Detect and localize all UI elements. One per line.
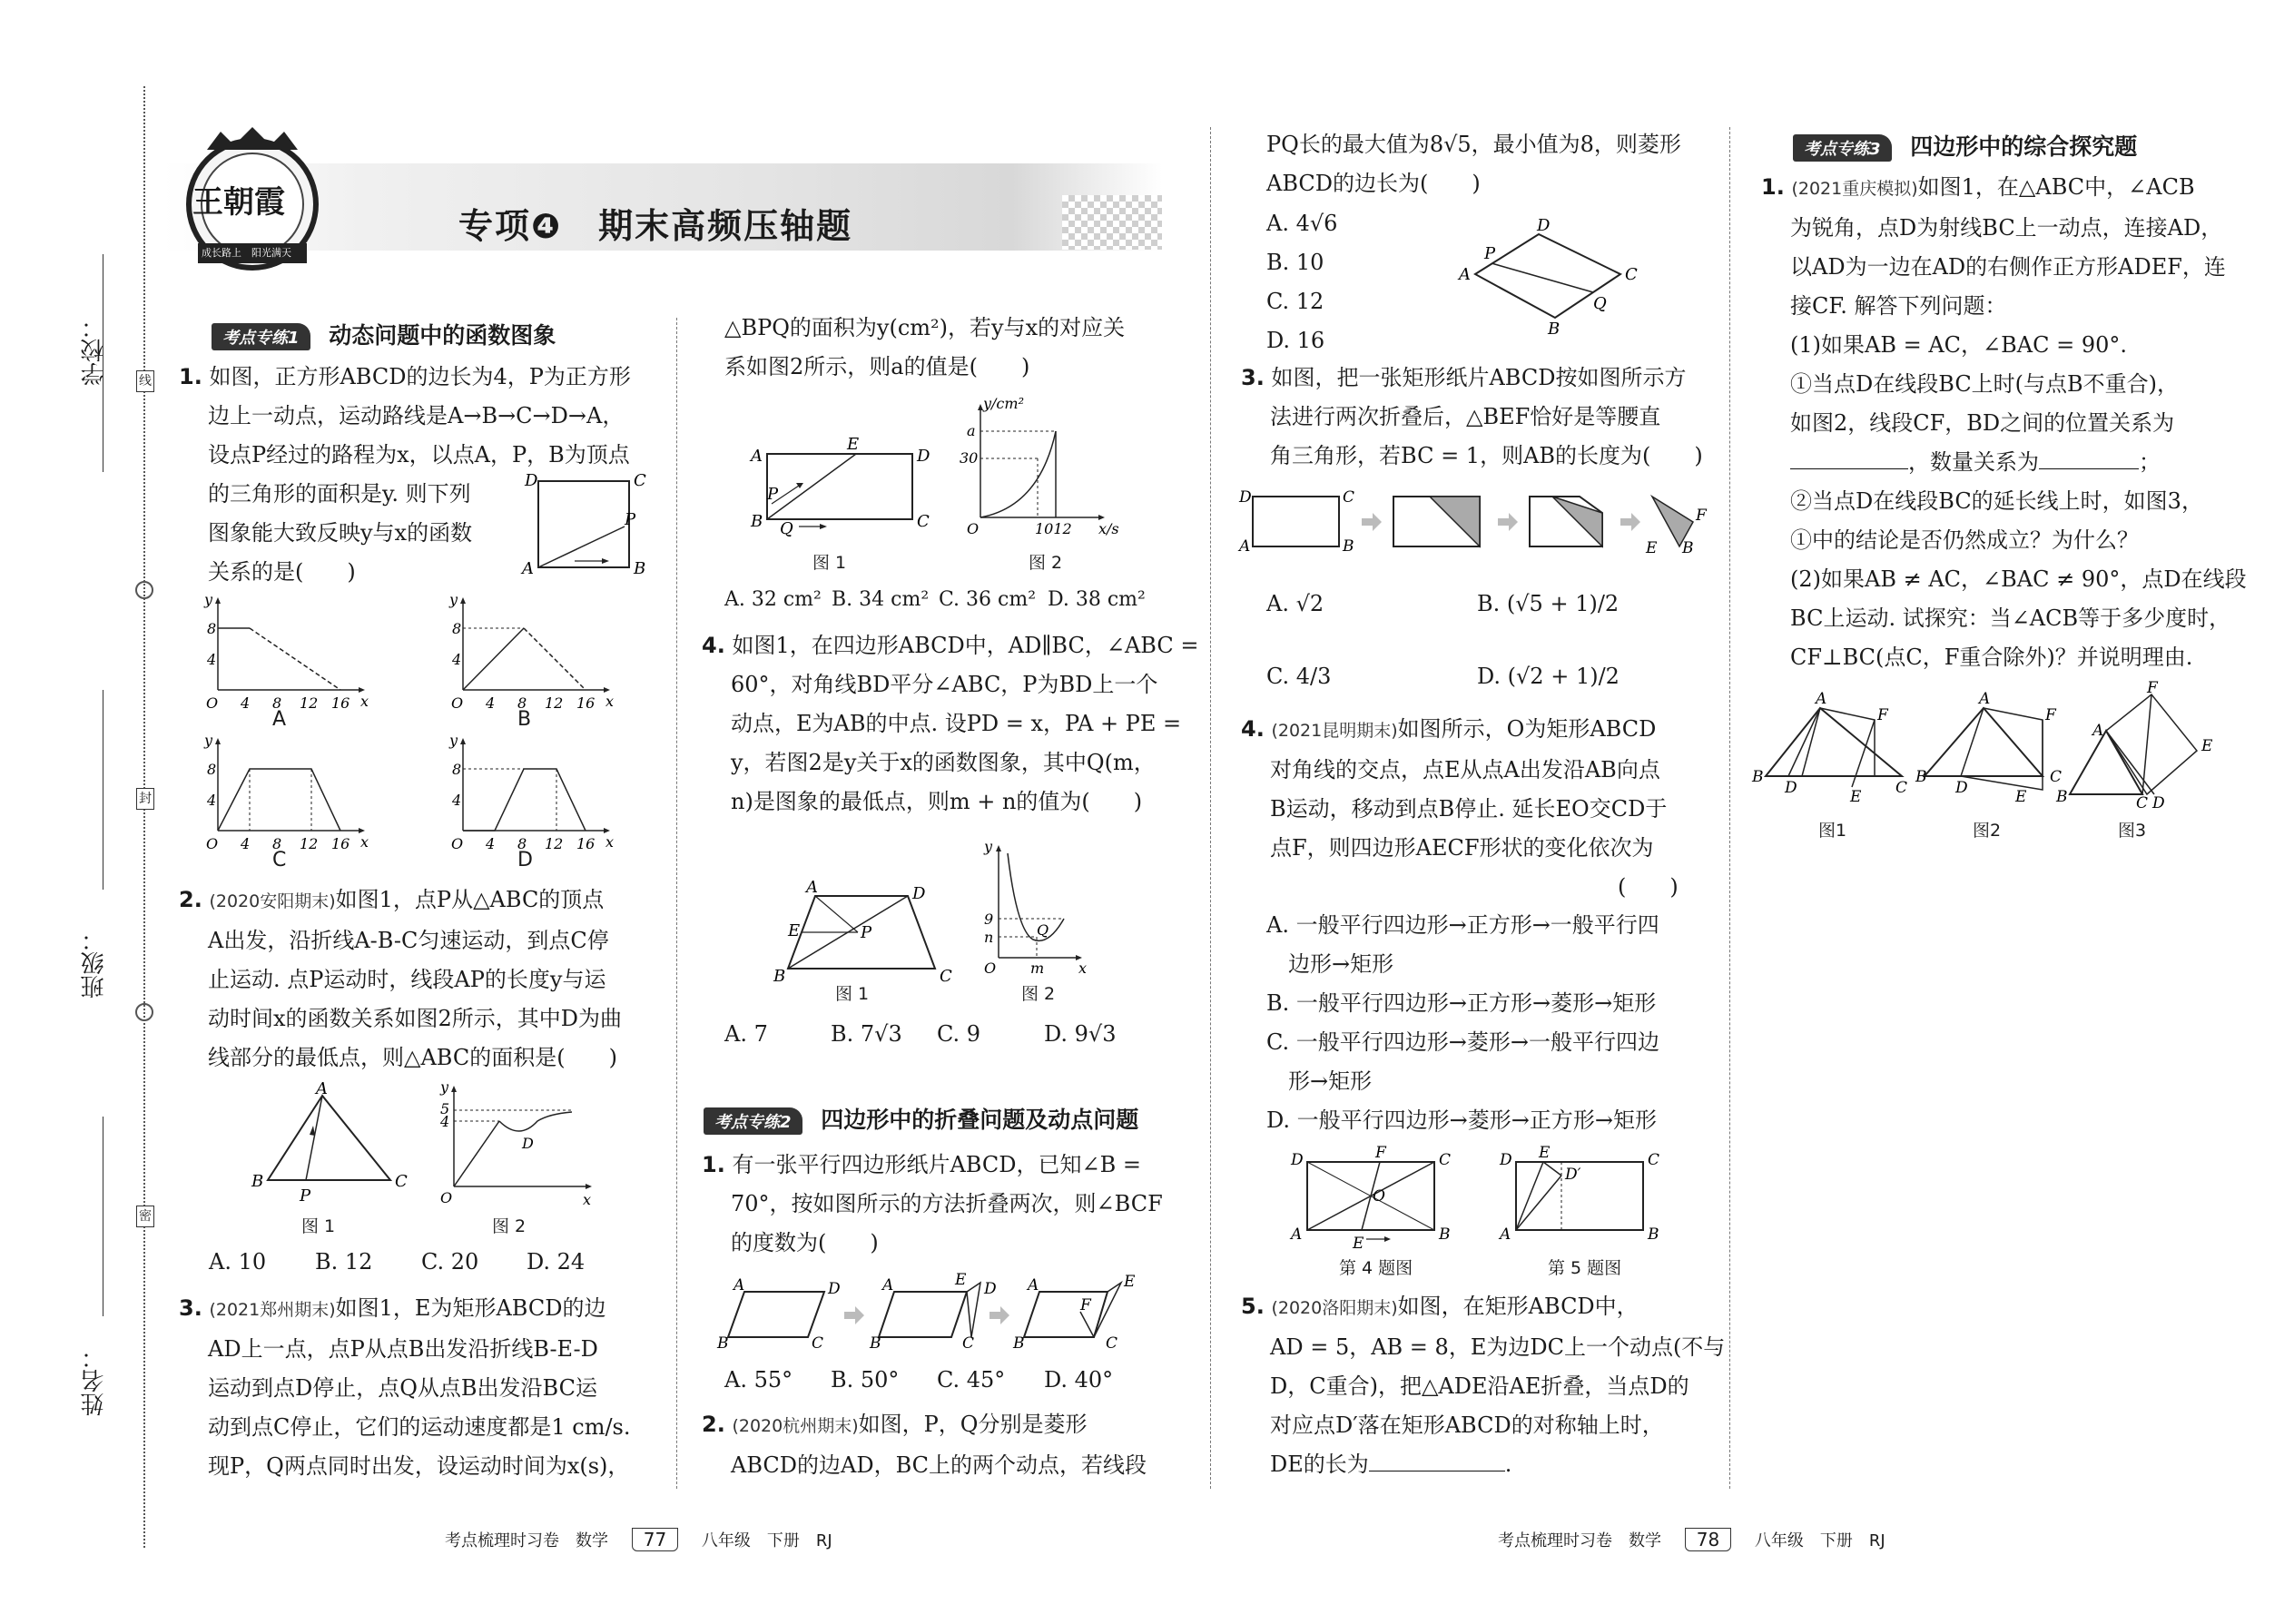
- svg-text:B: B: [1682, 539, 1694, 557]
- svg-text:D: D: [522, 1135, 534, 1152]
- svg-text:F: F: [1080, 1296, 1091, 1314]
- svg-text:C: C: [2136, 794, 2149, 812]
- svg-text:E: E: [1850, 788, 1862, 806]
- svg-text:D′: D′: [1565, 1166, 1581, 1184]
- svg-text:O: O: [206, 694, 219, 712]
- svg-text:O: O: [451, 835, 464, 852]
- svg-text:16: 16: [331, 835, 350, 852]
- svg-text:y: y: [204, 732, 213, 749]
- svg-text:B: B: [773, 967, 786, 986]
- svg-text:C: C: [2050, 768, 2063, 786]
- svg-text:y: y: [449, 591, 458, 608]
- column-divider: [1210, 127, 1211, 1489]
- svg-text:A: A: [733, 1276, 745, 1294]
- svg-text:D: D: [1239, 488, 1252, 507]
- svg-text:x: x: [1078, 960, 1088, 977]
- svg-text:C: C: [917, 512, 930, 531]
- svg-text:B: B: [1648, 1225, 1659, 1244]
- svg-text:P: P: [861, 923, 872, 942]
- answer-blank-quantity[interactable]: [2039, 468, 2139, 469]
- graph-label-a: A: [272, 708, 287, 731]
- section-tag: 考点专练2: [704, 1107, 802, 1135]
- svg-text:B: B: [1752, 768, 1764, 786]
- svg-text:A: A: [1028, 1276, 1039, 1294]
- column-divider: [1729, 127, 1730, 1489]
- footer-right: 考点梳理时习卷 数学 78 八年级 下册 RJ: [1498, 1529, 1885, 1550]
- svg-text:4: 4: [452, 651, 462, 668]
- svg-text:B: B: [251, 1172, 264, 1191]
- svg-text:D: D: [1500, 1151, 1512, 1169]
- svg-text:A: A: [1816, 690, 1827, 708]
- page-title: 专项❹ 期末高频压轴题: [458, 206, 853, 246]
- figure-q5-rectangle: [1498, 1144, 1661, 1253]
- figure-trapezoid-abcd: [772, 878, 953, 986]
- column-divider: [676, 318, 677, 1489]
- svg-text:y: y: [984, 838, 993, 855]
- svg-text:C: C: [395, 1172, 408, 1191]
- svg-text:E: E: [2015, 788, 2027, 806]
- fig-caption-1: 图1: [1818, 821, 1847, 841]
- svg-text:B: B: [1439, 1225, 1451, 1244]
- svg-text:P: P: [300, 1186, 311, 1206]
- svg-text:O: O: [967, 520, 980, 537]
- section-tag: 考点专练1: [212, 323, 310, 350]
- section-tag: 考点专练3: [1793, 134, 1892, 162]
- svg-text:D: D: [828, 1280, 841, 1298]
- svg-text:F: F: [2045, 706, 2056, 724]
- options-2-4: A. 一般平行四边形→正方形→一般平行四 边形→矩形 B. 一般平行四边形→正方形→菱形→矩形 C. 一般平行四边形→菱形→一般平行四边 形→矩形 D. 一般平行四边形→菱形→正方形→矩形: [1266, 912, 1659, 1133]
- svg-text:4: 4: [241, 835, 251, 852]
- question-2-2-cont: PQ长的最大值为8√5，最小值为8，则菱形 ABCD的边长为( ): [1266, 132, 1681, 196]
- question-1-4: 4. 如图1，在四边形ABCD中，AD∥BC，∠ABC = 60°，对角线BD平分∠ABC，P为BD上一个 动点，E为AB的中点. 设PD = x，PA + PE = y，若图2是y关于x的函数图象，其中Q(m， n)是图象的最低点，则m + n的值为( ): [702, 633, 1199, 814]
- svg-text:E: E: [1646, 539, 1658, 557]
- seal-mark-seal: 封: [136, 788, 154, 810]
- svg-text:C: C: [634, 471, 646, 490]
- binding-line: [143, 86, 145, 1548]
- logo-subtext: 成长路上 阳光满天: [202, 247, 291, 259]
- svg-text:C: C: [1648, 1151, 1660, 1169]
- svg-text:x: x: [605, 693, 615, 710]
- page-number: 77: [632, 1528, 678, 1551]
- graph-label-c: C: [272, 849, 287, 871]
- svg-text:x: x: [360, 693, 369, 710]
- svg-text:D: D: [912, 884, 926, 903]
- question-2-1: 1. 有一张平行四边形纸片ABCD，已知∠B = 70°，按如图所示的方法折叠两次，则∠BCF 的度数为( ): [702, 1152, 1163, 1255]
- svg-text:x/s: x/s: [1098, 520, 1119, 537]
- svg-text:C: C: [1439, 1151, 1452, 1169]
- question-1-2: 2. (2020安阳期末)如图1，点P从△ABC的顶点 A出发，沿折线A-B-C匀速运动，到点C停 止运动. 点P运动时，线段AP的长度y与运 动时间x的函数关系如图2所示，其中D为曲 线部分的最低点，则△ABC的面积是( ): [179, 887, 623, 1070]
- svg-text:16: 16: [331, 694, 350, 712]
- svg-text:C: C: [1895, 779, 1908, 797]
- svg-text:C: C: [940, 967, 952, 986]
- svg-text:O: O: [451, 694, 464, 712]
- svg-text:8: 8: [452, 620, 462, 637]
- svg-text:A: A: [522, 559, 534, 578]
- svg-text:A: A: [1291, 1225, 1303, 1244]
- svg-text:D: D: [2152, 794, 2165, 812]
- svg-text:4: 4: [440, 1113, 450, 1130]
- svg-text:1012: 1012: [1035, 520, 1072, 537]
- svg-text:E: E: [1124, 1273, 1136, 1291]
- fig-caption-2: 图2: [1973, 821, 2002, 841]
- svg-text:n: n: [984, 929, 994, 946]
- section3-title: 考点专练3 四边形中的综合探究题: [1793, 129, 2137, 162]
- svg-text:4: 4: [486, 835, 496, 852]
- figure-triangle-abc: [250, 1079, 413, 1212]
- svg-text:9: 9: [984, 910, 994, 928]
- fig-caption-3: 图3: [2118, 821, 2147, 841]
- svg-text:x: x: [360, 833, 369, 851]
- svg-text:A: A: [316, 1079, 328, 1098]
- svg-text:F: F: [2147, 679, 2158, 697]
- svg-text:B: B: [634, 559, 646, 578]
- svg-text:8: 8: [452, 761, 462, 778]
- svg-text:x: x: [605, 833, 615, 851]
- svg-text:8: 8: [207, 761, 217, 778]
- figure-rect-double-fold: [1239, 486, 1711, 558]
- svg-text:m: m: [1030, 960, 1045, 977]
- svg-text:F: F: [1375, 1144, 1386, 1162]
- svg-text:4: 4: [207, 792, 217, 809]
- svg-text:5: 5: [440, 1100, 450, 1117]
- svg-text:8: 8: [207, 620, 217, 637]
- svg-text:A: A: [1459, 265, 1471, 284]
- svg-text:P: P: [1484, 244, 1496, 263]
- svg-text:12: 12: [545, 835, 564, 852]
- svg-text:O: O: [984, 960, 997, 977]
- options-2-2: A. 4√6 B. 10 C. 12 D. 16: [1266, 211, 1338, 353]
- page-number: 78: [1685, 1528, 1731, 1551]
- footer-left: 考点梳理时习卷 数学 77 八年级 下册 RJ: [445, 1529, 832, 1550]
- seal-mark-line: 线: [136, 370, 154, 392]
- figure-graph-min: [980, 838, 1089, 977]
- answer-blank-position[interactable]: [1790, 468, 1908, 469]
- svg-text:D: D: [1785, 779, 1797, 797]
- svg-text:C: C: [1625, 265, 1638, 284]
- fig2-caption: 图 2: [1029, 553, 1063, 573]
- graph-label-d: D: [517, 849, 533, 871]
- svg-text:D: D: [984, 1280, 997, 1298]
- svg-text:B: B: [1343, 537, 1354, 556]
- figure-rectangle-abcd: [749, 435, 930, 538]
- svg-text:4: 4: [452, 792, 462, 809]
- svg-text:P: P: [625, 510, 636, 529]
- svg-text:D: D: [1955, 779, 1968, 797]
- svg-text:A: A: [1239, 537, 1251, 556]
- fig1-caption: 图 1: [835, 984, 870, 1004]
- svg-text:B: B: [2056, 788, 2068, 806]
- figure-square-abcd: [520, 472, 652, 581]
- svg-text:a: a: [967, 422, 976, 439]
- svg-text:B: B: [751, 512, 763, 531]
- svg-text:D: D: [525, 471, 538, 490]
- svg-text:O: O: [440, 1189, 453, 1206]
- svg-text:C: C: [812, 1334, 824, 1353]
- section2-title: 考点专练2 四边形中的折叠问题及动点问题: [704, 1102, 1138, 1135]
- svg-text:A: A: [1979, 690, 1991, 708]
- svg-text:12: 12: [300, 694, 319, 712]
- svg-text:E: E: [788, 921, 801, 940]
- svg-text:B: B: [870, 1334, 881, 1353]
- question-3-1: 1. (2021重庆模拟)如图1，在△ABC中，∠ACB 为锐角，点D为射线BC上一动点，连接AD， 以AD为一边在AD的右侧作正方形ADEF，连 接CF. 解答下列问题： (1)如果AB = AC，∠BAC = 90°. ①当点D在线段BC上时(与点B不重合)， 如图2，线段CF，BD之间的位置关系为 ，数量关系为 ； ②当点D在线段BC的延长线上时，如图3， ①中的结论是否仍然成立？为什么？ (2)如果AB ≠ AC，∠BAC ≠ 90°，点D在线段 BC上运动. 试探究：当∠ACB等于多少度时， CF⊥BC(点C，F重合除外)？并说明理由.: [1761, 174, 2247, 670]
- svg-text:Q: Q: [1593, 294, 1607, 313]
- svg-text:E: E: [955, 1271, 967, 1289]
- svg-text:A: A: [751, 447, 763, 466]
- question-2-5: 5. (2020洛阳期末)如图，在矩形ABCD中， AD = 5，AB = 8，E为边DC上一个动点(不与 D，C重合)，把△ADE沿AE折叠，当点D的 对应点D′落在矩形ABCD的对称轴上时， DE的长为 .: [1241, 1294, 1726, 1477]
- sidebar-class: 班级：: [81, 928, 108, 999]
- svg-text:4: 4: [486, 694, 496, 712]
- svg-text:D: D: [917, 447, 930, 466]
- fig1-caption: 图 1: [812, 553, 847, 573]
- svg-text:8: 8: [517, 694, 527, 712]
- question-2-2: 2. (2020杭州期末)如图，P，Q分别是菱形 ABCD的边AD，BC上的两个动点，若线段: [702, 1412, 1147, 1478]
- sidebar-school: 学校：: [81, 315, 108, 386]
- svg-text:C: C: [962, 1334, 975, 1353]
- svg-text:16: 16: [576, 694, 596, 712]
- svg-text:D: D: [1537, 216, 1551, 235]
- figure-graph-bpq: [958, 395, 1121, 537]
- svg-text:F: F: [1696, 507, 1707, 525]
- figure-q3-fig2: [1915, 690, 2070, 806]
- svg-text:x: x: [583, 1191, 592, 1208]
- svg-text:E: E: [847, 435, 860, 454]
- svg-text:A: A: [2092, 722, 2104, 740]
- svg-text:E: E: [2201, 737, 2213, 755]
- svg-text:8: 8: [272, 835, 282, 852]
- svg-text:C: C: [1106, 1334, 1118, 1353]
- figure-rhombus-abcd: [1457, 216, 1639, 339]
- ring-icon: [135, 581, 153, 599]
- svg-text:16: 16: [576, 835, 596, 852]
- svg-text:y/cm²: y/cm²: [983, 395, 1024, 412]
- svg-text:E: E: [1539, 1144, 1551, 1162]
- svg-text:A: A: [882, 1276, 894, 1294]
- svg-text:Q: Q: [1037, 921, 1049, 939]
- svg-text:y: y: [440, 1078, 449, 1096]
- seal-mark-dense: 密: [136, 1206, 154, 1227]
- figure-graph-ap: [436, 1078, 592, 1212]
- question-2-4: 4. (2021昆明期末)如图所示，O为矩形ABCD 对角线的交点，点E从点A出发沿AB向点 B运动，移动到点B停止. 延长EO交CD于 点F，则四边形AECF形状的变化依次为 ( ): [1241, 716, 1679, 900]
- svg-text:30: 30: [960, 449, 979, 467]
- svg-text:Q: Q: [780, 519, 793, 538]
- svg-text:E: E: [1353, 1235, 1364, 1253]
- svg-text:P: P: [767, 485, 779, 504]
- figure-q4-rectangle: [1289, 1144, 1452, 1253]
- svg-text:D: D: [1291, 1151, 1304, 1169]
- figure-q3-fig3: [2056, 679, 2215, 812]
- fig2-caption: 图 2: [492, 1216, 527, 1236]
- fig5-caption: 第 5 题图: [1548, 1258, 1622, 1278]
- question-2-3: 3. 如图，把一张矩形纸片ABCD按如图所示方 法进行两次折叠后，△BEF恰好是等腰直 角三角形，若BC = 1，则AB的长度为( ): [1241, 365, 1703, 468]
- question-1-3-cont: △BPQ的面积为y(cm²)，若y与x的对应关 系如图2所示，则a的值是( ): [724, 315, 1126, 379]
- question-1-1: 1. 如图，正方形ABCD的边长为4，P为正方形 边上一动点，运动路线是A→B→C→D→A， 设点P经过的路程为x，以点A，P，B为顶点 的三角形的面积是y. 则下列 图象能大致反映y与x的函数 关系的是( ): [179, 364, 631, 585]
- svg-text:B: B: [717, 1334, 729, 1353]
- svg-text:F: F: [1877, 706, 1888, 724]
- ring-icon: [135, 1003, 153, 1021]
- svg-text:8: 8: [272, 694, 282, 712]
- checker-decoration: [1062, 195, 1162, 250]
- svg-text:12: 12: [300, 835, 319, 852]
- section1-title: 考点专练1 动态问题中的函数图象: [212, 318, 556, 350]
- svg-text:C: C: [1343, 488, 1355, 507]
- svg-text:B: B: [1548, 320, 1561, 339]
- fig1-caption: 图 1: [301, 1216, 336, 1236]
- svg-text:y: y: [449, 732, 458, 749]
- logo-text: 王朝霞: [192, 184, 285, 221]
- figure-q3-fig1: [1752, 690, 1915, 806]
- svg-text:B: B: [1915, 768, 1927, 786]
- graph-label-b: B: [517, 708, 532, 731]
- svg-text:O: O: [206, 835, 219, 852]
- question-1-3: 3. (2021郑州期末)如图1，E为矩形ABCD的边 AD上一点，点P从点B出发沿折线B-E-D 运动到点D停止，点Q从点B出发沿BC运 动到点C停止，它们的运动速度都是1 cm/s. 现P，Q两点同时出发，设运动时间为x(s)，: [179, 1295, 631, 1479]
- svg-text:O: O: [1373, 1187, 1385, 1206]
- svg-text:A: A: [1500, 1225, 1511, 1244]
- fig2-caption: 图 2: [1021, 984, 1056, 1004]
- svg-text:y: y: [204, 591, 213, 608]
- svg-text:8: 8: [517, 835, 527, 852]
- options-2-3: A. √2 B. (√5 + 1)/2 C. 4/3 D. (√2 + 1)/2: [1266, 591, 1620, 689]
- svg-text:B: B: [1013, 1334, 1025, 1353]
- figure-parallelogram-fold: [717, 1271, 1153, 1353]
- svg-text:12: 12: [545, 694, 564, 712]
- svg-text:4: 4: [241, 694, 251, 712]
- sidebar-name: 姓名：: [81, 1345, 108, 1416]
- fig4-caption: 第 4 题图: [1339, 1258, 1413, 1278]
- svg-text:4: 4: [207, 651, 217, 668]
- svg-text:A: A: [806, 878, 818, 897]
